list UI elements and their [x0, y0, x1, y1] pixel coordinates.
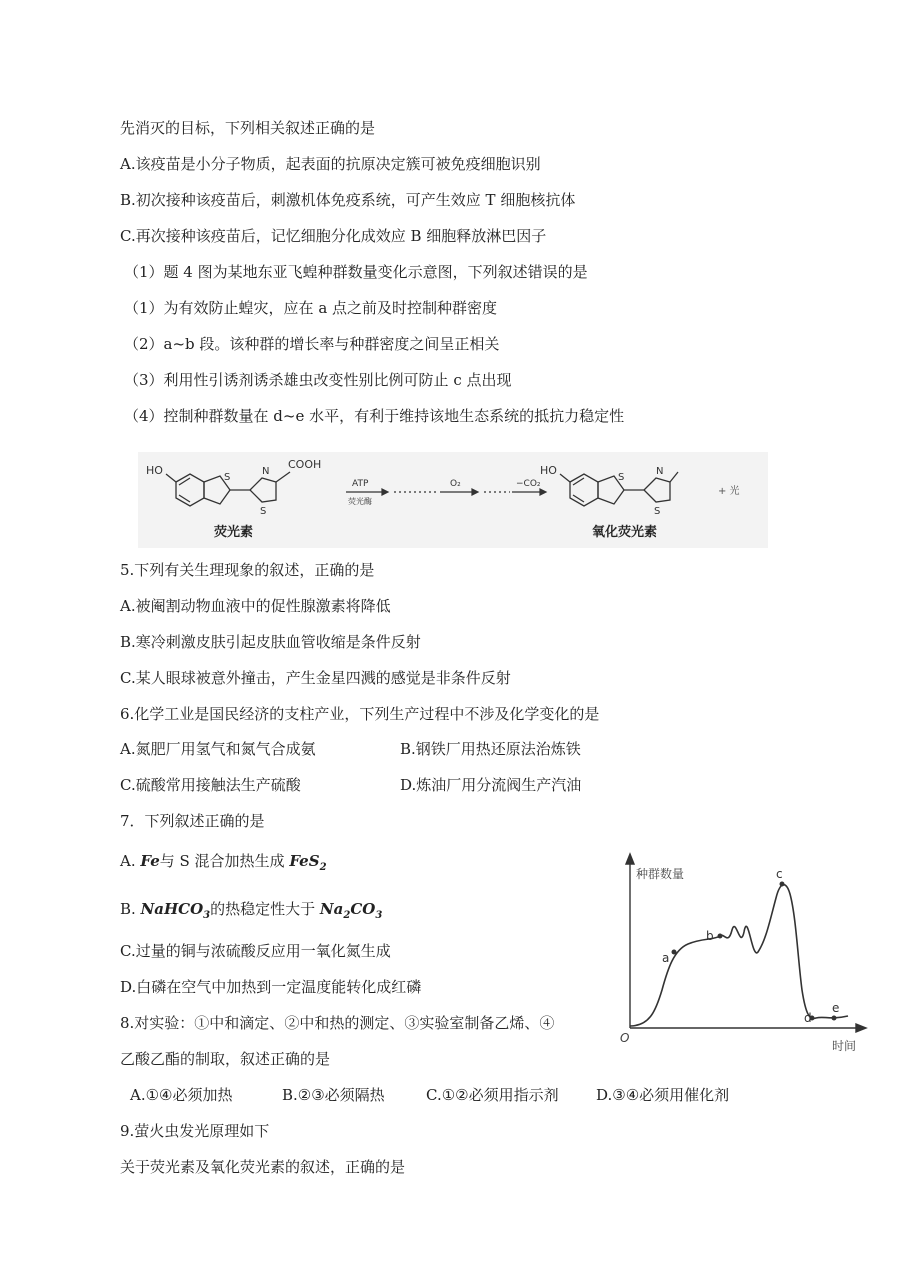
x-axis-label: 时间: [832, 1039, 857, 1053]
option-prefix: B.: [120, 900, 141, 918]
question-5-option-b: B.寒冷刺激皮肤引起皮肤血管收缩是条件反射: [120, 633, 421, 651]
text-line-1: 先消灭的目标，下列相关叙述正确的是: [120, 119, 376, 137]
y-axis-label: 种群数量: [636, 867, 685, 881]
point-label-c: c: [776, 867, 783, 881]
question-7-option-c: C.过量的铜与浓硫酸反应用一氧化氮生成: [120, 942, 391, 960]
question-8-option-a: A.①④必须加热: [130, 1086, 233, 1104]
question-6-option-c: C.硫酸常用接触法生产硫酸: [120, 776, 301, 794]
n-atom: N: [656, 466, 664, 477]
population-graph: [610, 850, 880, 1060]
point-label-a: a: [662, 951, 670, 965]
point-label-b: b: [706, 929, 714, 943]
option-text: 与 S 混合加热生成: [159, 852, 290, 870]
atp-label: ATP: [352, 479, 369, 489]
enzyme-label: 荧光酶: [348, 497, 372, 506]
question-6-stem: 6.化学工业是国民经济的支柱产业，下列生产过程中不涉及化学变化的是: [120, 705, 600, 723]
s-atom: S: [260, 506, 267, 517]
formula-fe: Fe: [140, 852, 160, 870]
option-a: A.该疫苗是小分子物质，起表面的抗原决定簇可被免疫细胞识别: [120, 155, 541, 173]
question-9-stem: 9.萤火虫发光原理如下: [120, 1122, 270, 1140]
question-6-option-a: A.氮肥厂用氢气和氮气合成氨: [120, 740, 316, 758]
formula-fes2: FeS$_2$: [289, 852, 327, 873]
question-6-option-d: D.炼油厂用分流阀生产汽油: [400, 776, 582, 794]
question-8-stem: 8.对实验：①中和滴定、②中和热的测定、③实验室制备乙烯、④: [120, 1014, 555, 1032]
oxyluciferin-label: 氧化荧光素: [592, 525, 658, 540]
light-label: + 光: [718, 486, 740, 497]
question-5-stem: 5.下列有关生理现象的叙述，正确的是: [120, 561, 375, 579]
question-8-option-b: B.②③必须隔热: [282, 1086, 385, 1104]
question-4-item-4: （4）控制种群数量在 d~e 水平，有利于维持该地生态系统的抵抗力稳定性: [124, 407, 625, 425]
option-prefix: A.: [120, 852, 141, 870]
question-5-option-a: A.被阉割动物血液中的促性腺激素将降低: [120, 597, 391, 615]
origin-label: O: [620, 1031, 630, 1045]
question-6-option-b: B.钢铁厂用热还原法治炼铁: [400, 740, 581, 758]
formula-na2co3: $Na_2CO_3$: [319, 900, 383, 921]
reaction-arrows: [346, 489, 546, 495]
ho-label: HO: [146, 464, 163, 477]
question-4-item-3: （3）利用性引诱剂诱杀雄虫改变性别比例可防止 c 点出现: [124, 371, 512, 389]
luciferin-reaction-figure: [138, 452, 768, 548]
question-7-option-b: [120, 899, 382, 926]
question-4-stem: （1）题 4 图为某地东亚飞蝗种群数量变化示意图，下列叙述错误的是: [124, 263, 588, 281]
question-8-option-d: D.③④必须用催化剂: [596, 1086, 730, 1104]
question-8-stem-cont: 乙酸乙酯的制取，叙述正确的是: [120, 1050, 331, 1068]
co2-label: −CO₂: [516, 479, 541, 489]
point-label-d: d: [804, 1011, 812, 1025]
o2-label: O₂: [450, 479, 461, 489]
n-atom: N: [262, 466, 270, 477]
ho-label: HO: [540, 464, 557, 477]
s-atom: S: [618, 472, 625, 483]
formula-nahco3: NaHCO$_3$: [140, 900, 211, 921]
question-5-option-c: C.某人眼球被意外撞击，产生金星四溅的感觉是非条件反射: [120, 669, 511, 687]
option-b: B.初次接种该疫苗后，刺激机体免疫系统，可产生效应 T 细胞核抗体: [120, 191, 576, 209]
s-atom: S: [224, 472, 231, 483]
option-c: C.再次接种该疫苗后，记忆细胞分化成效应 B 细胞释放淋巴因子: [120, 227, 547, 245]
question-7-option-a: [120, 851, 327, 878]
luciferin-label: 荧光素: [214, 525, 254, 540]
option-text: 的热稳定性大于: [210, 900, 320, 918]
s-atom: S: [654, 506, 661, 517]
question-4-item-1: （1）为有效防止蝗灾，应在 a 点之前及时控制种群密度: [124, 299, 498, 317]
question-7-stem: 7．下列叙述正确的是: [120, 812, 265, 830]
question-7-option-d: D.白磷在空气中加热到一定温度能转化成红磷: [120, 978, 422, 996]
question-8-option-c: C.①②必须用指示剂: [426, 1086, 559, 1104]
question-9-stem-cont: 关于荧光素及氧化荧光素的叙述，正确的是: [120, 1158, 406, 1176]
cooh-label: COOH: [288, 458, 322, 471]
point-label-e: e: [832, 1001, 840, 1015]
question-4-item-2: （2）a~b 段。该种群的增长率与种群密度之间呈正相关: [124, 335, 500, 353]
